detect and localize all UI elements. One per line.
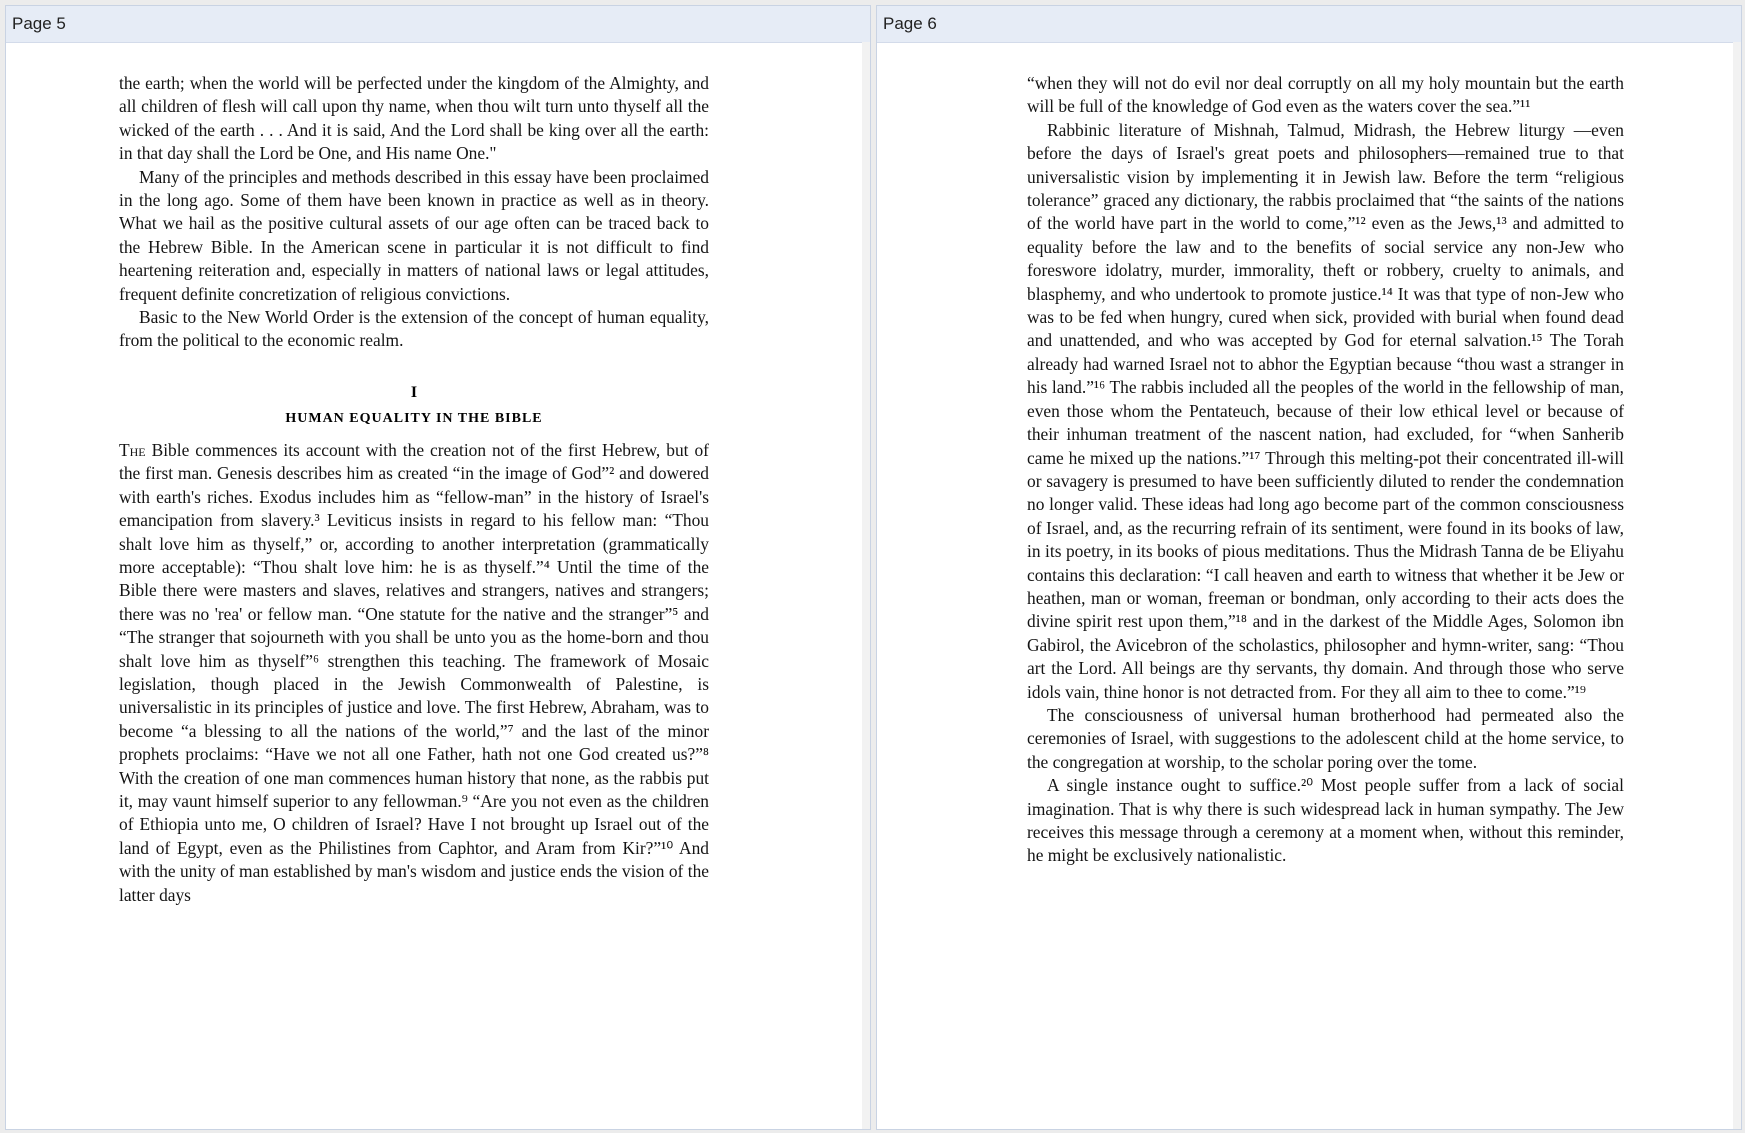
page-panel-5[interactable] — [5, 5, 871, 1130]
paragraph: Basic to the New World Order is the extension of the concept of human equality, from the political to the economic realm. — [119, 307, 709, 351]
page-text — [119, 72, 709, 907]
page-text — [1027, 72, 1624, 868]
paragraph: Rabbinic literature of Mishnah, Talmud, Midrash, the Hebrew liturgy —even before the days of Israel's great poets and philosophers—remained true to that universalistic vision by implementing it in Jewish law. Before the term “religious tolerance” graced any dictionary, the rabbis proclaimed that “the saints of the nations of the world have part in the world to come,”¹² even as the Jews,¹³ and admitted to equality before the law and to the benefits of social service any non-Jew who foreswore idolatry, murder, immorality, theft or robbery, cruelty to animals, and blasphemy, and who undertook to promote justice.¹⁴ It was that type of non-Jew who was to be fed when hungry, cured when sick, provided with burial when found dead and unattended, and who was accepted by God for eternal salvation.¹⁵ The Torah already had warned Israel not to abhor the Egyptian because “thou wast a stranger in his land.”¹⁶ The rabbis included all the peoples of the world in the fellowship of man, even those whom the Pentateuch, because of their low ethical level or because of their inhuman treatment of the nascent nation, had excluded, for “when Sanherib came he mixed up the nations.”¹⁷ Through this melting-pot their concentrated ill-will or savagery is presumed to have been sufficiently diluted to render the condemnation no longer valid. These ideas had long ago become part of the common consciousness of Israel, and, as the recurring refrain of its sentiment, were found in its books of law, in its poetry, in its books of pious meditations. Thus the Midrash Tanna de be Eliyahu contains this declaration: “I call heaven and earth to witness that whether it be Jew or heathen, man or woman, freeman or bondman, only according to their acts does the divine spirit rest upon them,”¹⁸ and in the darkest of the Middle Ages, Solomon ibn Gabirol, the Avicebron of the scholastics, philosopher and hymn-writer, sang: “Thou art the Lord. All beings are thy servants, thy domain. And through those who serve idols vain, thine honor is not detracted from. For they all aim to thee to come.”¹⁹ — [1027, 119, 1624, 702]
page-label: Page 6 — [877, 6, 1741, 43]
paragraph-text: Bible commences its account with the creation not of the first Hebrew, but of the first man. Genesis describes him as created “in the image of God”² and dowered with earth's riches. Exodus includes him as “fellow-man” in the history of Israel's emancipation from slavery.³ Leviticus insists in regard to his fellow man: “Thou shalt love him as thyself,” or, according to another interpretation (grammatically more acceptable): “Thou shalt love him: he is as thyself.”⁴ Until the time of the Bible there were masters and slaves, relatives and strangers, natives and strangers; there was no 'rea' or fellow man. “One statute for the native and the stranger”⁵ and “The stranger that sojourneth with you shall be unto you as the home-born and thou shalt love him as thyself”⁶ strengthen this teaching. The framework of Mosaic legislation, though placed in the Jewish Commonwealth of Palestine, is universalistic in its principles of justice and love. The first Hebrew, Abraham, was to become “a blessing to all the nations of the world,”⁷ and the last of the minor prophets proclaims: “Have we not all one Father, hath not one God created us?”⁸ With the creation of one man commences human history that none, as the rabbis put it, may vaunt himself superior to any fellowman.⁹ “Are you not even as the children of Ethiopia unto me, O children of Israel? Have I not brought up Israel out of the land of Egypt, even as the Philistines from Caphtor, and Aram from Kir?”¹⁰ And with the unity of man established by man's wisdom and justice ends the vision of the latter days — [119, 439, 709, 905]
section-number: I — [410, 383, 418, 401]
paragraph: “when they will not do evil nor deal corruptly on all my holy mountain but the earth will be full of the knowledge of God even as the waters cover the sea.”¹¹ — [1027, 73, 1624, 117]
page-panel-6[interactable] — [876, 5, 1742, 1130]
paragraph — [119, 439, 709, 907]
paragraph: A single instance ought to suffice.²⁰ Most people suffer from a lack of social imagination. That is why there is such widespread lack in human sympathy. The Jew receives this message through a ceremony at a moment when, without this reminder, he might be exclusively nationalistic. — [1027, 775, 1624, 866]
scrollbar[interactable] — [1733, 42, 1741, 1129]
paragraph: Many of the principles and methods described in this essay have been proclaimed in the long ago. Some of them have been known in practice as well as in theory. What we hail as the positive cultural assets of our age often can be traced back to the Hebrew Bible. In the American scene in particular it is not difficult to find heartening reiteration and, especially in matters of national laws or legal attitudes, frequent definite concretization of religious convictions. — [119, 166, 709, 304]
drop-word: The — [119, 439, 146, 460]
scrollbar[interactable] — [862, 42, 870, 1129]
section-title: HUMAN EQUALITY IN THE BIBLE — [285, 410, 543, 426]
paragraph: The consciousness of universal human brotherhood had permeated also the ceremonies of Israel, with suggestions to the adolescent child at the home service, to the congregation at worship, to the scholar poring over the tome. — [1027, 704, 1624, 772]
paragraph: the earth; when the world will be perfected under the kingdom of the Almighty, and all children of flesh will call upon thy name, when thou wilt turn unto thyself all the wicked of the earth . . . And it is said, And the Lord shall be king over all the earth: in that day shall the Lord be One, and His name One." — [119, 73, 709, 164]
page-label: Page 5 — [6, 6, 870, 43]
